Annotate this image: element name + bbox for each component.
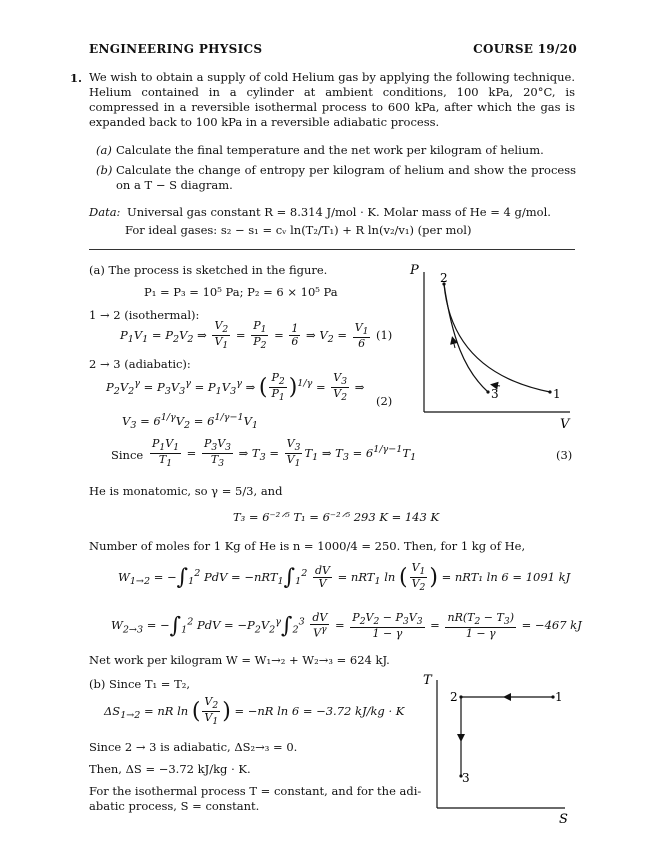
data-line-1: Universal gas constant R = 8.314 J/mol · K. Molar mass of He = 4 g/mol. — [127, 205, 551, 219]
ts-x-label: S — [559, 812, 568, 827]
pv-isotherm — [444, 284, 550, 392]
pv-adiabat — [444, 284, 488, 392]
monatomic-line: He is monatomic, so γ = 5/3, and — [89, 484, 283, 498]
eq-2a: $P_2V_2^\gamma = P_3V_3^\gamma = P_1V_3^\gamma$ ⇒ ( $\frac{P_2}{P_1}$ )$^{1/\gamma}$ = $\frac{V_3}{V_2}$ ⇒ — [106, 371, 365, 404]
part-b-label: (b) — [96, 163, 113, 177]
part-a-text: Calculate the final temperature and the net work per kilogram of helium. — [116, 143, 544, 157]
ts-label-1: 1 — [555, 690, 563, 704]
data-line-2: For ideal gases: s₂ − s₁ = cᵥ ln(T₂/T₁) + R ln(v₂/v₁) (per mol) — [125, 223, 472, 237]
solution-a-intro: (a) The process is sketched in the figure. — [89, 263, 328, 277]
eq-2-number: (2) — [376, 394, 393, 408]
eq-1-number: (1) — [376, 328, 393, 342]
step-1-2: 1 → 2 (isothermal): — [89, 308, 200, 322]
eq-3-number: (3) — [556, 448, 573, 462]
net-work: Net work per kilogram W = W₁→₂ + W₂→₃ = 624 kJ. — [89, 653, 390, 667]
eq-1: $P_1V_1 = P_2V_2$ ⇒ $\frac{V_2}{V_1}$ = $\frac{P_1}{P_2}$ = $\frac{1}{6}$ ⇒ $V_2$ = $\frac{V_1}{6}$ — [120, 319, 369, 352]
eq-w12: $W_{1\to 2} = -\int_1^2$ PdV = $-nRT_1\int_1^2$ $\frac{dV}{V}$ = nRT$_1$ ln ( $\frac{V_1}{V_2}$ ) = nRT₁ ln 6 = 1091 kJ — [118, 561, 571, 594]
ts-y-label: T — [423, 673, 432, 688]
ts-label-2: 2 — [450, 690, 458, 704]
ts-point-2 — [459, 695, 462, 698]
problem-text: We wish to obtain a supply of cold Helium gas by applying the following technique. Helium contained in a cylinder at ambient conditions, 100 kPa, 20°C, is compressed in a reversible isothermal process to 600 kPa, after which the gas is expanded back to 100 kPa in a reversible adiabatic process. — [89, 70, 575, 129]
eq-2b: $V_3 = 6^{1/\gamma}V_2 = 6^{1/\gamma-1}V_1$ — [122, 412, 259, 432]
pv-x-label: V — [560, 417, 570, 432]
part-a-label: (a) — [96, 143, 112, 157]
pv-label-2: 2 — [440, 271, 448, 285]
pv-label-1: 1 — [553, 387, 561, 401]
eq-3: $\frac{P_1V_1}{T_1}$ = $\frac{P_3V_3}{T_3}$ ⇒ $T_3$ = $\frac{V_3}{V_1}$ $T_1$ ⇒ $T_3 = 6^{1/\gamma-1}T_1$ — [152, 437, 417, 470]
moles-line: Number of moles for 1 Kg of He is n = 1000/4 = 250. Then, for 1 kg of He, — [89, 539, 526, 553]
pressures: P₁ = P₃ = 10⁵ Pa; P₂ = 6 × 10⁵ Pa — [144, 285, 338, 299]
header-course: COURSE 19/20 — [473, 42, 577, 56]
then-line: Then, ΔS = −3.72 kJ/kg · K. — [89, 762, 251, 776]
eq-w23: $W_{2\to 3} = -\int_1^2$ PdV = $-P_2V_2^\gamma\int_2^3$ $\frac{dV}{V^\gamma}$ = $\frac{P_2V_2 - P_3V_3}{1 - \gamma}$ = $\frac{nR(T_2 - T_3)}{1 - \gamma}$ = −467 kJ — [111, 611, 582, 641]
pv-diagram — [400, 258, 580, 433]
separator — [89, 249, 575, 250]
header-title: ENGINEERING PHYSICS — [89, 42, 263, 56]
adiabatic-line: Since 2 → 3 is adiabatic, ΔS₂→₃ = 0. — [89, 740, 298, 754]
w23-result: = −467 kJ — [521, 618, 582, 633]
ts-diagram — [415, 668, 575, 828]
problem-number: 1. — [70, 71, 83, 85]
pv-y-label: P — [410, 263, 419, 278]
since-label: Since — [111, 448, 144, 462]
ds12-result: = −nR ln 6 = −3.72 kJ/kg · K — [234, 703, 405, 718]
part-b-text: Calculate the change of entropy per kilogram of helium and show the process on a T − S diagram. — [116, 163, 576, 192]
pv-arrow-23 — [453, 340, 455, 348]
pv-point-3 — [486, 390, 489, 393]
final-line-1: For the isothermal process T = constant, and for the adi- — [89, 784, 422, 798]
pv-label-3: 3 — [491, 387, 499, 401]
t3-result: T₃ = 6⁻²ᐟ⁵ T₁ = 6⁻²ᐟ⁵ 293 K = 143 K — [233, 510, 440, 524]
final-line-2: abatic process, S = constant. — [89, 799, 260, 813]
pv-point-1 — [548, 390, 551, 393]
pv-arrow-12 — [494, 385, 500, 386]
data-label: Data: — [89, 205, 121, 219]
eq-ds12: $\Delta S_{1\to 2}$ = nR ln ( $\frac{V_2}{V_1}$ ) = −nR ln 6 = −3.72 kJ/kg · K — [104, 695, 405, 728]
solution-b-intro: (b) Since T₁ = T₂, — [89, 677, 191, 691]
w12-result: = nRT₁ ln 6 = 1091 kJ — [441, 569, 571, 584]
ts-label-3: 3 — [462, 771, 470, 785]
step-2-3: 2 → 3 (adiabatic): — [89, 357, 191, 371]
